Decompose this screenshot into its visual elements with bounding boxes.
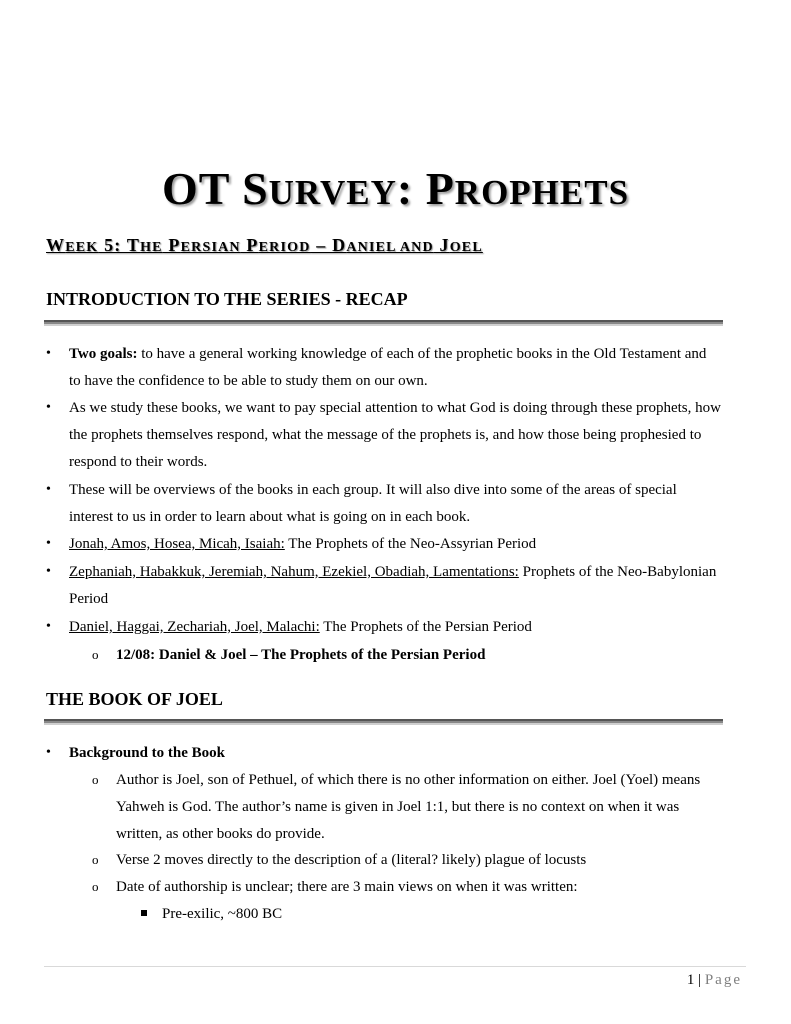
list-subitem: Verse 2 moves directly to the description of a (literal? likely) plague of locusts (116, 852, 587, 868)
list-subitem: Author is Joel, son of Pethuel, of which there is no other information on either. Joel (Yoel) means (116, 772, 701, 788)
bullet-icon: • (46, 346, 51, 361)
list-item-continuation: to have the confidence to be able to study them on our own. (69, 373, 428, 389)
document-subtitle: WEEK 5: THE PERSIAN PERIOD – DANIEL AND JOEL (46, 235, 483, 255)
list-item: As we study these books, we want to pay special attention to what God is doing through these prophets, how (69, 400, 721, 416)
list-subitem: Date of authorship is unclear; there are 3 main views on when it was written: (116, 879, 578, 895)
bullet-icon: • (46, 536, 51, 551)
list-item: Two goals: to have a general working knowledge of each of the prophetic books in the Old Testament and (69, 346, 707, 362)
list-item: Daniel, Haggai, Zechariah, Joel, Malachi: The Prophets of the Persian Period (69, 619, 532, 635)
list-item: Zephaniah, Habakkuk, Jeremiah, Nahum, Ezekiel, Obadiah, Lamentations: Prophets of the Neo-Babylonian (69, 564, 717, 580)
list-subitem-continuation: Yahweh is God. The author’s name is given in Joel 1:1, but there is no context on when it was (116, 799, 680, 815)
bullet-icon: • (46, 482, 51, 497)
sub-bullet-icon: o (92, 879, 99, 894)
bullet-icon: • (46, 564, 51, 579)
section-rule (44, 719, 723, 725)
list-item: Background to the Book (69, 745, 226, 761)
page-label: Page (704, 972, 742, 988)
document-title: OT SURVEY: PROPHETS (161, 163, 630, 214)
list-item-continuation: respond to their words. (69, 454, 208, 470)
list-subsubitem: Pre-exilic, ~800 BC (162, 906, 283, 922)
list-item-continuation: the prophets themselves respond, what the message of the prophets is, and how those being prophesied to (69, 427, 702, 443)
page-footer: 1 | Page (686, 972, 742, 988)
list-item-continuation: interest to us in order to learn about what is going on in each book. (69, 509, 471, 525)
section-heading-intro: INTRODUCTION TO THE SERIES - RECAP (46, 289, 408, 309)
bullet-icon: • (46, 400, 51, 415)
section-rule (44, 320, 723, 326)
sub-bullet-icon: o (92, 772, 99, 787)
sub-bullet-icon: o (92, 647, 99, 662)
bullet-icon: • (46, 619, 51, 634)
list-subitem-continuation: written, as other books do provide. (116, 826, 325, 842)
list-item-continuation: Period (69, 591, 109, 607)
sub-bullet-icon: o (92, 852, 99, 867)
bullet-icon: • (46, 745, 51, 760)
square-bullet-icon (141, 910, 147, 916)
section-heading-joel: THE BOOK OF JOEL (46, 689, 223, 709)
footer-rule (44, 966, 746, 967)
list-item: These will be overviews of the books in each group. It will also dive into some of the areas of special (69, 482, 677, 498)
page-number: 1 (686, 972, 695, 988)
list-subitem: 12/08: Daniel & Joel – The Prophets of the Persian Period (116, 647, 486, 663)
list-item: Jonah, Amos, Hosea, Micah, Isaiah: The Prophets of the Neo-Assyrian Period (69, 536, 537, 552)
